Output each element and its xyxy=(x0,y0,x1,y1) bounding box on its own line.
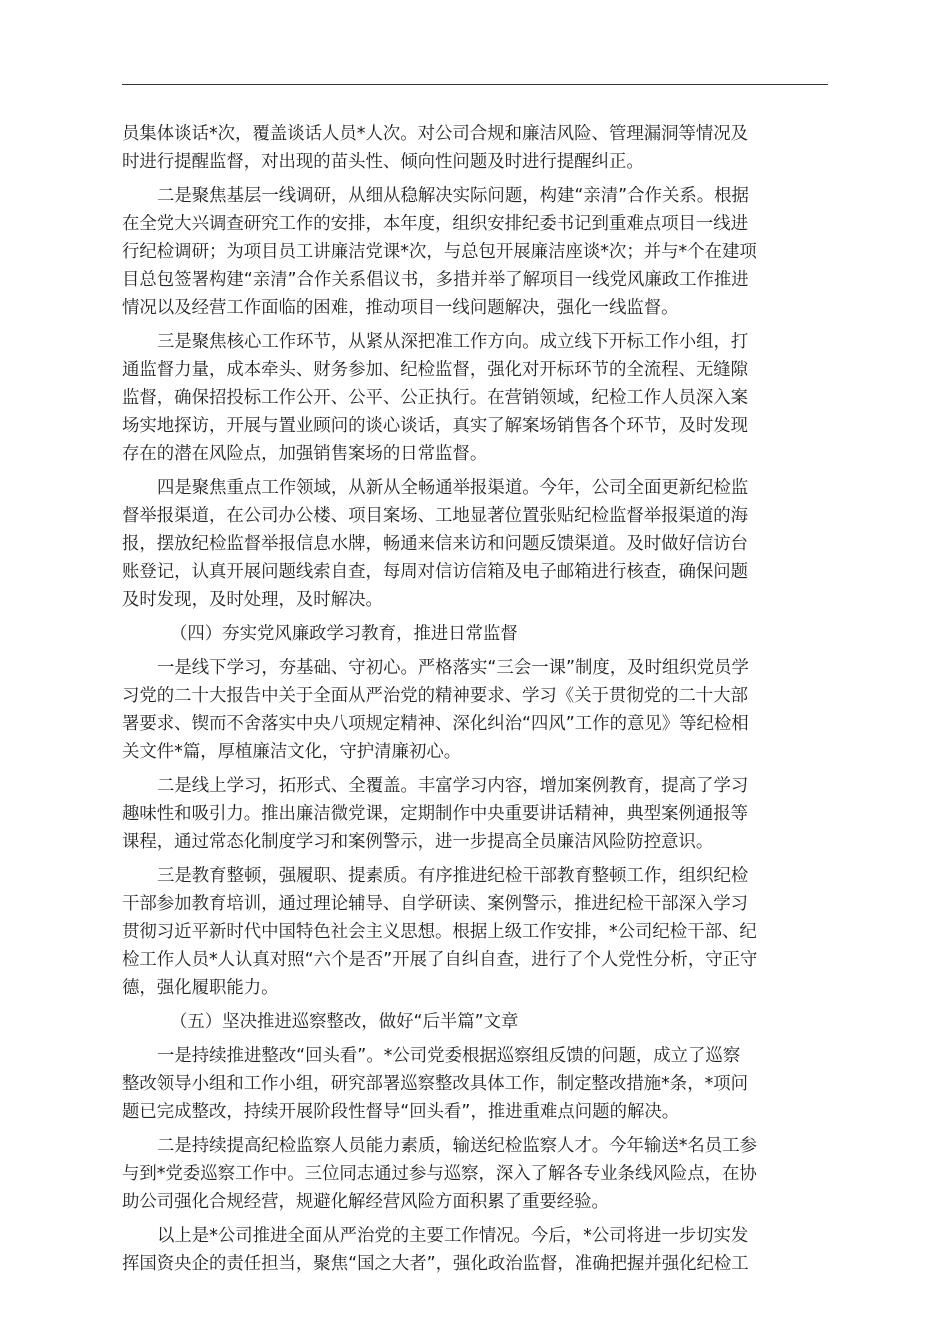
paragraph-education-rectification: 三是教育整顿，强履职、提素质。有序推进纪检干部教育整顿工作，组织纪检 干部参加教育培训，通过理论辅导、自学研读、案例警示，推进纪检干部深入学习 贯彻习近平新时代中国特色社会主义思想。根据上级工作安排，*公司纪检干部、纪 检工作人员*人认真对照“六个是否”开展了自纠自查，进行了个人党性分析，守正守 德，强化履职能力。 xyxy=(122,866,758,998)
header-rule xyxy=(122,84,828,85)
paragraph-reporting-channels: 四是聚焦重点工作领域，从新从全畅通举报渠道。今年，公司全面更新纪检监 督举报渠道，在公司办公楼、项目案场、工地显著位置张贴纪检监督举报渠道的海 报，摆放纪检监督举报信息水牌，畅通来信来访和问题反馈渠道。及时做好信访台 账登记，认真开展问题线索自查，每周对信访信箱及电子邮箱进行核查，确保问题 及时发现，及时处理，及时解决。 xyxy=(122,478,749,610)
paragraph-summary: 以上是*公司推进全面从严治党的主要工作情况。今后，*公司将进一步切实发 挥国资央企的责任担当，聚焦“国之大者”，强化政治监督，准确把握并强化纪检工 xyxy=(122,1226,749,1274)
paragraph-core-work-links: 三是聚焦核心工作环节，从紧从深把准工作方向。成立线下开标工作小组，打 通监督力量，成本牵头、财务参加、纪检监督，强化对开标环节的全流程、无缝隙 监督，确保招投标工作公开、公平、公正执行。在营销领域，纪检工作人员深入案 场实地探访，开展与置业顾问的谈心谈话，真实了解案场销售各个环节，及时发现 存在的潜在风险点，加强销售案场的日常监督。 xyxy=(122,332,749,464)
paragraph-personnel-capability: 二是持续提高纪检监察人员能力素质，输送纪检监察人才。今年输送*名员工参 与到*党委巡察工作中。三位同志通过参与巡察，深入了解各专业条线风险点，在协 助公司强化合规经营，规避化解经营风险方面积累了重要经验。 xyxy=(122,1136,757,1212)
section-heading-4: （四）夯实党风廉政学习教育，推进日常监督 xyxy=(170,624,518,644)
paragraph-rectification-lookback: 一是持续推进整改“回头看”。*公司党委根据巡察组反馈的问题，成立了巡察 整改领导小组和工作小组，研究部署巡察整改具体工作，制定整改措施*条，*项问 题已完成整改，持续开展阶段性督导“回头看”，推进重难点问题的解决。 xyxy=(122,1046,749,1122)
paragraph-grassroots-research: 二是聚焦基层一线调研，从细从稳解决实际问题，构建“亲清”合作关系。根据 在全党大兴调查研究工作的安排，本年度，组织安排纪委书记到重难点项目一线进 行纪检调研；为项目员工讲廉洁党课*次，与总包开展廉洁座谈*次；并与*个在建项 目总包签署构建“亲清”合作关系倡议书，多措并举了解项目一线党风廉政工作推进 情况以及经营工作面临的困难，推动项目一线问题解决，强化一线监督。 xyxy=(122,186,757,318)
document-body xyxy=(122,120,828,1284)
paragraph-offline-study: 一是线下学习，夯基础、守初心。严格落实“三会一课”制度，及时组织党员学 习党的二十大报告中关于全面从严治党的精神要求、学习《关于贯彻党的二十大部 署要求、锲而不舍落实中央八项规定精神、深化纠治“四风”工作的意见》等纪检相 关文件*篇，厚植廉洁文化，守护清廉初心。 xyxy=(122,658,749,762)
section-heading-5: （五）坚决推进巡察整改，做好“后半篇”文章 xyxy=(170,1012,519,1032)
paragraph-online-study: 二是线上学习，拓形式、全覆盖。丰富学习内容，增加案例教育，提高了学习 趣味性和吸引力。推出廉洁微党课，定期制作中央重要讲话精神，典型案例通报等 课程，通过常态化制度学习和案例警示，进一步提高全员廉洁风险防控意识。 xyxy=(122,776,749,852)
paragraph-continuation: 员集体谈话*次，覆盖谈话人员*人次。对公司合规和廉洁风险、管理漏洞等情况及 时进行提醒监督，对出现的苗头性、倾向性问题及时进行提醒纠正。 xyxy=(122,124,749,172)
